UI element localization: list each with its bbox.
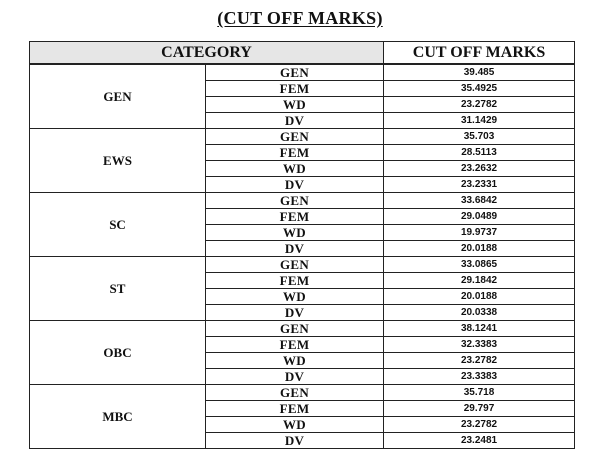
subcategory-cell: FEM bbox=[206, 145, 384, 161]
table-row bbox=[30, 64, 575, 81]
cutoff-mark-cell: 32.3383 bbox=[384, 337, 575, 353]
subcategory-cell: FEM bbox=[206, 337, 384, 353]
cutoff-mark-cell: 35.4925 bbox=[384, 81, 575, 97]
category-cell: SC bbox=[30, 193, 206, 257]
cutoff-mark-cell: 31.1429 bbox=[384, 113, 575, 129]
cutoff-mark-cell: 29.0489 bbox=[384, 209, 575, 225]
cutoff-mark-cell: 23.2782 bbox=[384, 97, 575, 113]
subcategory-cell: GEN bbox=[206, 64, 384, 81]
cutoff-mark-cell: 20.0188 bbox=[384, 289, 575, 305]
table-header-row bbox=[30, 42, 575, 65]
subcategory-cell: DV bbox=[206, 113, 384, 129]
table-row bbox=[30, 193, 575, 209]
table-row bbox=[30, 321, 575, 337]
cutoff-mark-cell: 33.6842 bbox=[384, 193, 575, 209]
cutoff-mark-cell: 35.703 bbox=[384, 129, 575, 145]
cutoff-mark-cell: 19.9737 bbox=[384, 225, 575, 241]
cutoff-marks-column-header: CUT OFF MARKS bbox=[384, 42, 575, 65]
subcategory-cell: DV bbox=[206, 305, 384, 321]
subcategory-cell: GEN bbox=[206, 321, 384, 337]
category-column-header: CATEGORY bbox=[30, 42, 384, 65]
cutoff-mark-cell: 20.0338 bbox=[384, 305, 575, 321]
subcategory-cell: GEN bbox=[206, 257, 384, 273]
subcategory-cell: WD bbox=[206, 97, 384, 113]
cutoff-mark-cell: 35.718 bbox=[384, 385, 575, 401]
cutoff-mark-cell: 33.0865 bbox=[384, 257, 575, 273]
subcategory-cell: DV bbox=[206, 241, 384, 257]
cutoff-mark-cell: 23.2632 bbox=[384, 161, 575, 177]
page-title: (CUT OFF MARKS) bbox=[217, 8, 383, 28]
cutoff-marks-table bbox=[29, 41, 575, 449]
subcategory-cell: DV bbox=[206, 433, 384, 449]
cutoff-mark-cell: 23.2782 bbox=[384, 417, 575, 433]
cutoff-mark-cell: 23.3383 bbox=[384, 369, 575, 385]
subcategory-cell: GEN bbox=[206, 193, 384, 209]
subcategory-cell: WD bbox=[206, 289, 384, 305]
subcategory-cell: WD bbox=[206, 417, 384, 433]
cutoff-mark-cell: 23.2331 bbox=[384, 177, 575, 193]
category-cell: ST bbox=[30, 257, 206, 321]
subcategory-cell: WD bbox=[206, 225, 384, 241]
cutoff-mark-cell: 39.485 bbox=[384, 64, 575, 81]
subcategory-cell: WD bbox=[206, 353, 384, 369]
table-row bbox=[30, 257, 575, 273]
subcategory-cell: GEN bbox=[206, 385, 384, 401]
category-cell: MBC bbox=[30, 385, 206, 449]
category-cell: OBC bbox=[30, 321, 206, 385]
subcategory-cell: DV bbox=[206, 369, 384, 385]
subcategory-cell: GEN bbox=[206, 129, 384, 145]
subcategory-cell: FEM bbox=[206, 273, 384, 289]
category-cell: GEN bbox=[30, 64, 206, 129]
subcategory-cell: WD bbox=[206, 161, 384, 177]
subcategory-cell: DV bbox=[206, 177, 384, 193]
cutoff-mark-cell: 20.0188 bbox=[384, 241, 575, 257]
subcategory-cell: FEM bbox=[206, 401, 384, 417]
cutoff-mark-cell: 38.1241 bbox=[384, 321, 575, 337]
cutoff-mark-cell: 23.2782 bbox=[384, 353, 575, 369]
subcategory-cell: FEM bbox=[206, 81, 384, 97]
table-row bbox=[30, 385, 575, 401]
table-row bbox=[30, 129, 575, 145]
cutoff-mark-cell: 29.1842 bbox=[384, 273, 575, 289]
subcategory-cell: FEM bbox=[206, 209, 384, 225]
cutoff-mark-cell: 28.5113 bbox=[384, 145, 575, 161]
category-cell: EWS bbox=[30, 129, 206, 193]
cutoff-mark-cell: 29.797 bbox=[384, 401, 575, 417]
cutoff-mark-cell: 23.2481 bbox=[384, 433, 575, 449]
